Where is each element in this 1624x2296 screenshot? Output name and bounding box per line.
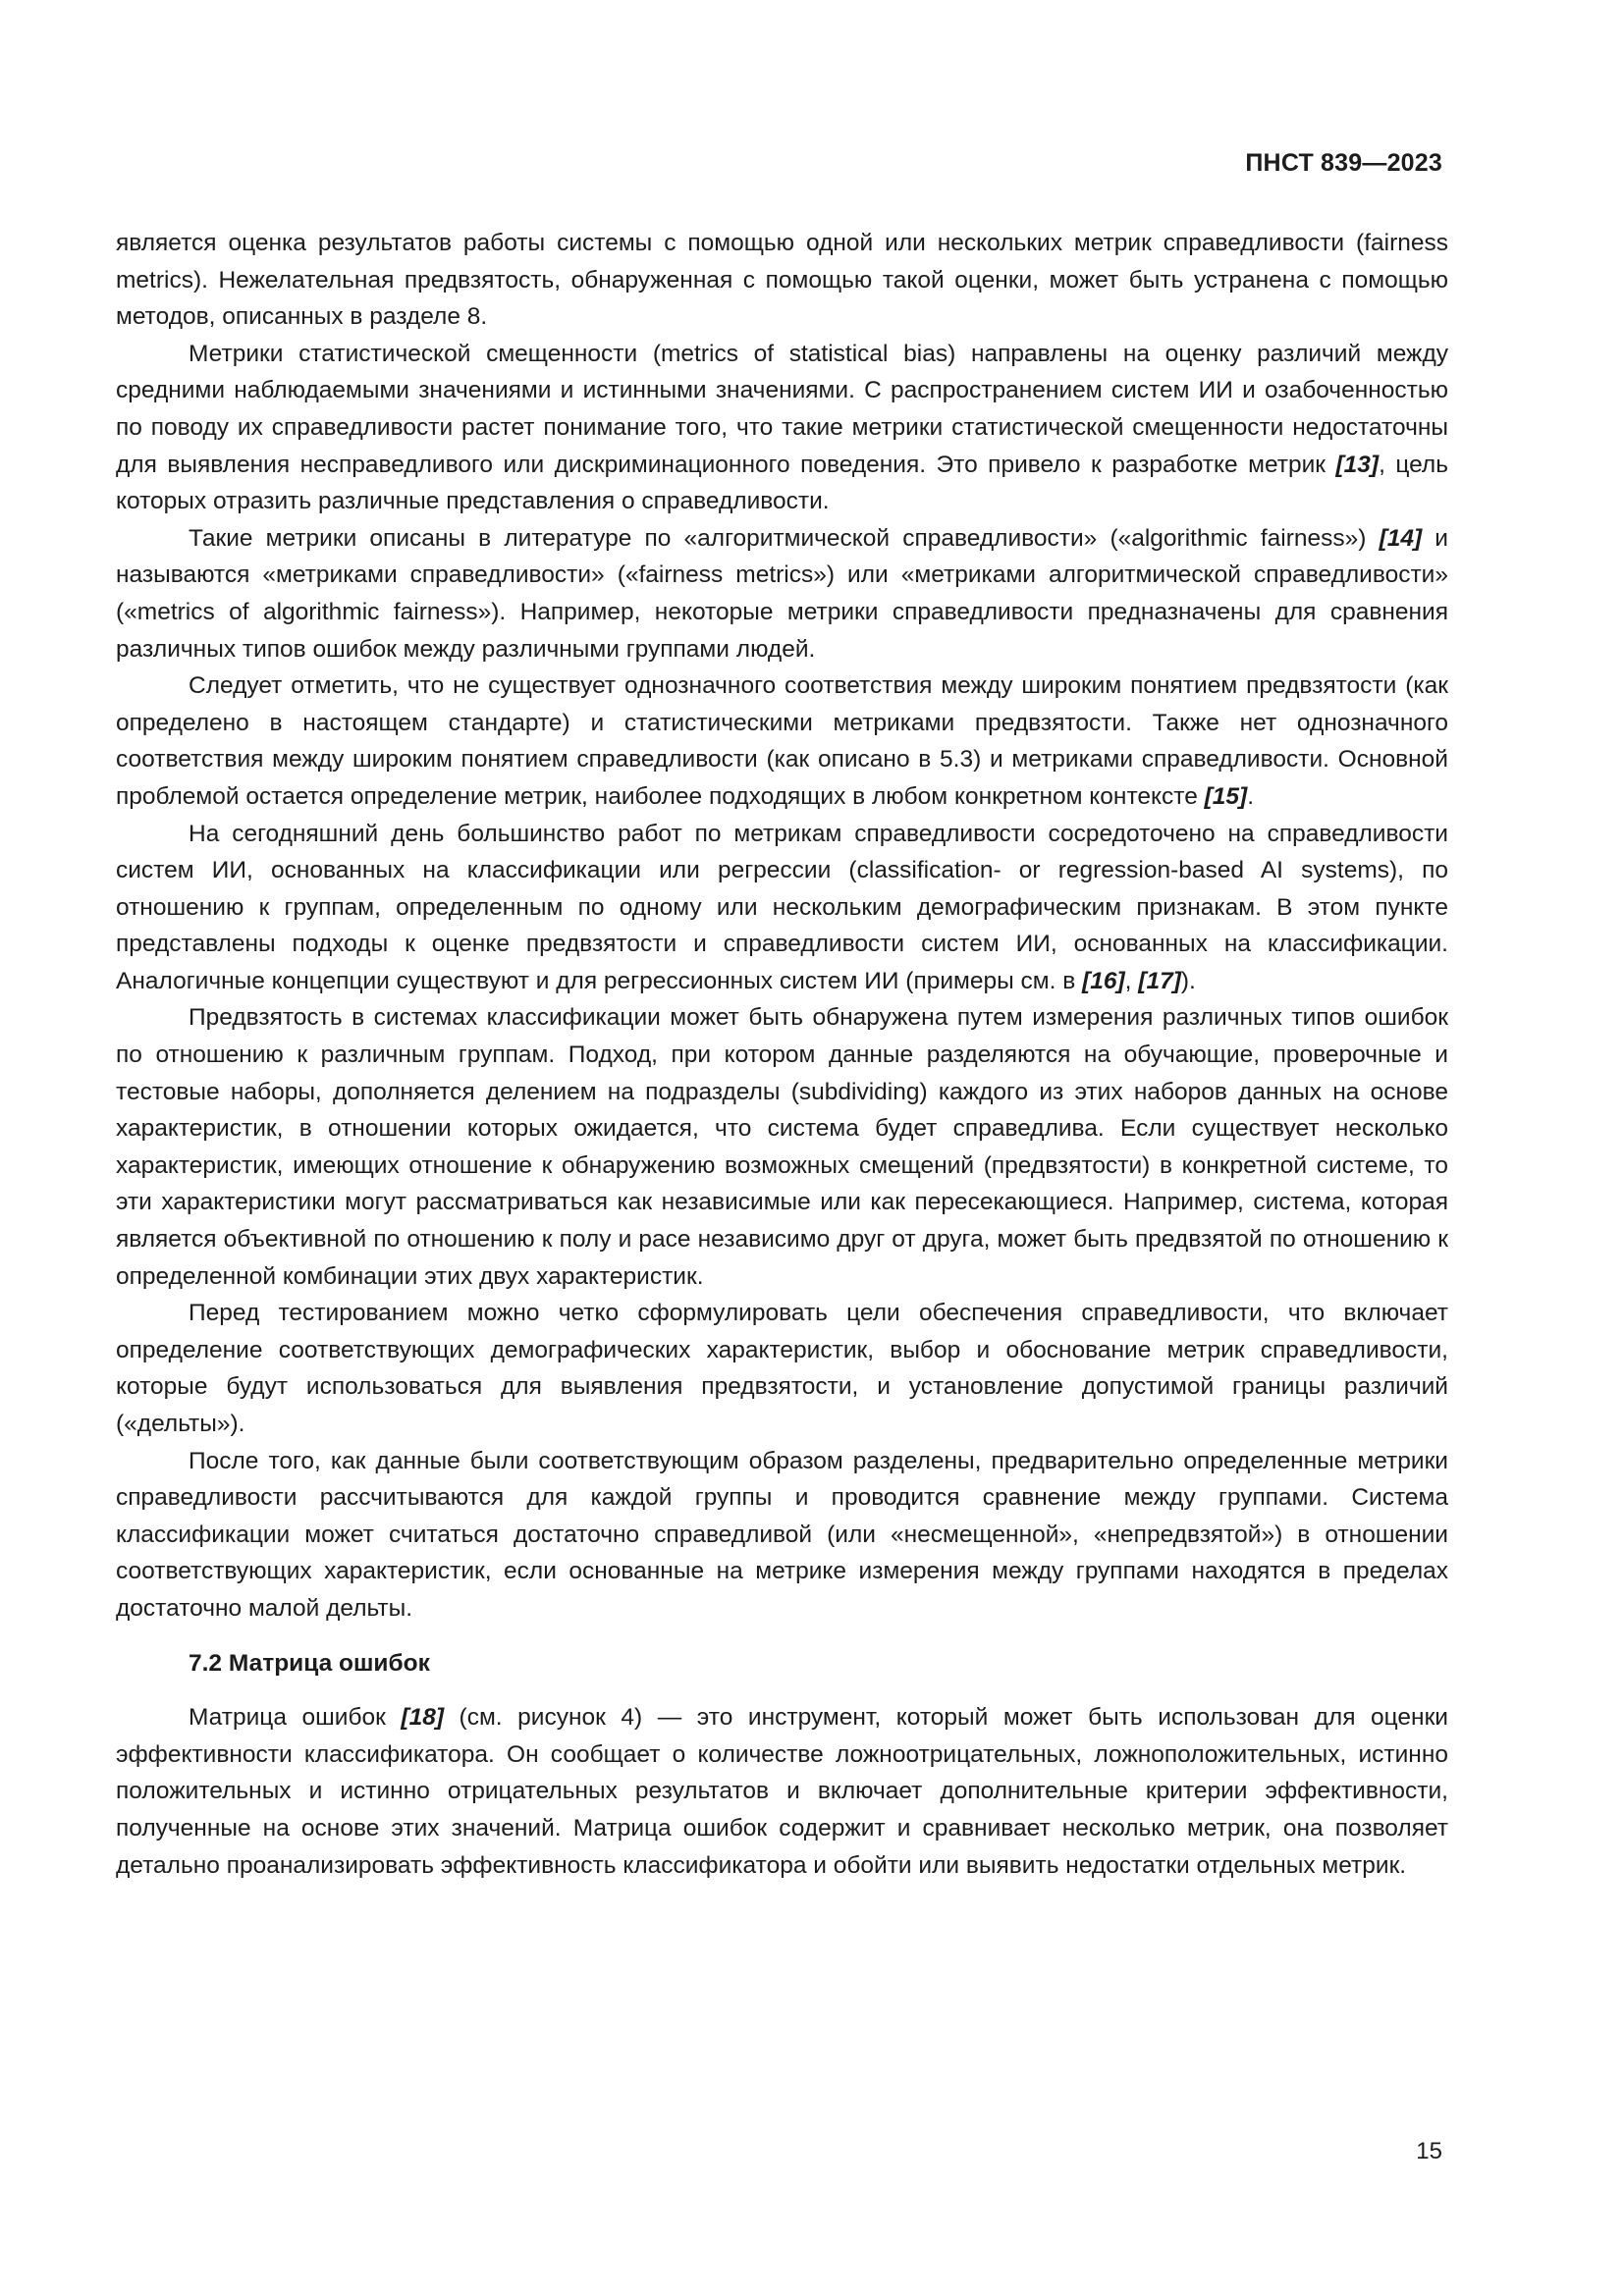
citation-ref: [14] xyxy=(1379,524,1423,552)
paragraph-text: Перед тестированием можно четко сформулировать цели обеспечения справедливости, что включает определение соответствующих демографических характеристик, выбор и обоснование метрик справедливости, которые будут использоваться для выявления предвзятости, и установление допустимой границы различий («дельты»). xyxy=(116,1300,1448,1437)
paragraph-text: , цель которых отразить различные представления о справедливости. xyxy=(116,451,1448,515)
paragraph-text: Метрики статистической смещенности (metrics of statistical bias) направлены на оценку различий между средними наблюдаемыми значениями и истинными значениями. С распространением систем ИИ и озабоченностью по поводу их справедливости растет понимание того, что такие метрики статистической смещенности недостаточны для выявления несправедливого или дискриминационного поведения. Это привело к разработке метрик xyxy=(116,340,1448,478)
citation-ref: [18] xyxy=(401,1704,444,1732)
paragraph-text: Предвзятость в системах классификации может быть обнаружена путем измерения различных типов ошибок по отношению к различным группам. Подход, при котором данные разделяются на обучающие, проверочные и тестовые наборы, дополняется делением на подразделы (subdividing) каждого из этих наборов данных на основе характеристик, в отношении которых ожидается, что система будет справедлива. Если существует несколько характеристик, имеющих отношение к обнаружению возможных смещений (предвзятости) в конкретной системе, то эти характеристики могут рассматриваться как независимые или как пересекающиеся. Например, система, которая является объективной по отношению к полу и расе независимо друг от друга, может быть предвзятой по отношению к определенной комбинации этих двух характеристик. xyxy=(116,1004,1448,1290)
paragraph xyxy=(116,225,1448,336)
paragraph-text: Матрица ошибок xyxy=(189,1704,402,1732)
paragraph-text: является оценка результатов работы системы с помощью одной или нескольких метрик справедливости (fairness metrics). Нежелательная предвзятость, обнаруженная с помощью такой оценки, может быть устранена с помощью методов, описанных в разделе 8. xyxy=(116,230,1448,331)
citation-ref: [15] xyxy=(1204,782,1248,810)
paragraph-text: Такие метрики описаны в литературе по «алгоритмической справедливости» («algorithmic fairness») xyxy=(189,524,1380,552)
citation-ref: [13] xyxy=(1335,451,1380,478)
document-id: ПНСТ 839—2023 xyxy=(1245,149,1442,177)
paragraph xyxy=(116,1443,1448,1628)
paragraph-text: ). xyxy=(1180,967,1196,994)
paragraph-text: , xyxy=(1124,967,1139,994)
paragraph xyxy=(116,816,1448,1000)
citation-ref: [16] xyxy=(1082,967,1125,994)
paragraph xyxy=(116,667,1448,815)
paragraph-text: После того, как данные были соответствующим образом разделены, предварительно определенные метрики справедливости рассчитываются для каждой группы и проводится сравнение между группами. Система классификации может считаться достаточно справедливой (или «несмещенной», «непредвзятой») в отношении соответствующих характеристик, если основанные на метрике измерения между группами находятся в пределах достаточно малой дельты. xyxy=(116,1447,1448,1622)
page-number: 15 xyxy=(1416,2138,1442,2164)
paragraph xyxy=(116,520,1448,667)
paragraph-text: . xyxy=(1247,782,1255,810)
paragraph xyxy=(116,999,1448,1295)
paragraph-text: (см. рисунок 4) — это инструмент, который может быть использован для оценки эффективности классификатора. Он сообщает о количестве ложноотрицательных, ложноположительных, истинно положительных и истинно отрицательных результатов и включает дополнительные критерии эффективности, полученные на основе этих значений. Матрица ошибок содержит и сравнивает несколько метрик, она позволяет детально проанализировать эффективность классификатора и обойти или выявить недостатки отдельных метрик. xyxy=(116,1704,1448,1879)
paragraph-text: и называются «метриками справедливости» («fairness metrics») или «метриками алгоритмической справедливости» («metrics of algorithmic fairness»). Например, некоторые метрики справедливости предназначены для сравнения различных типов ошибок между различными группами людей. xyxy=(116,524,1448,663)
paragraph xyxy=(116,336,1448,520)
paragraph-text: На сегодняшний день большинство работ по метрикам справедливости сосредоточено на справедливости систем ИИ, основанных на классификации или регрессии (classification- or regression-based AI systems), по отношению к группам, определенным по одному или нескольким демографическим признакам. В этом пункте представлены подходы к оценке предвзятости и справедливости систем ИИ, основанных на классификации. Аналогичные концепции существуют и для регрессионных систем ИИ (примеры см. в xyxy=(116,820,1448,994)
paragraph-text: Следует отметить, что не существует однозначного соответствия между широким понятием предвзятости (как определено в настоящем стандарте) и статистическими метриками предвзятости. Также нет однозначного соответствия между широким понятием справедливости (как описано в 5.3) и метриками справедливости. Основной проблемой остается определение метрик, наиболее подходящих в любом конкретном контексте xyxy=(116,672,1448,810)
section-title: 7.2 Матрица ошибок xyxy=(189,1649,430,1677)
citation-ref: [17] xyxy=(1138,967,1181,994)
document-body xyxy=(116,225,1448,1884)
paragraph xyxy=(116,1699,1448,1884)
paragraph xyxy=(116,1295,1448,1442)
